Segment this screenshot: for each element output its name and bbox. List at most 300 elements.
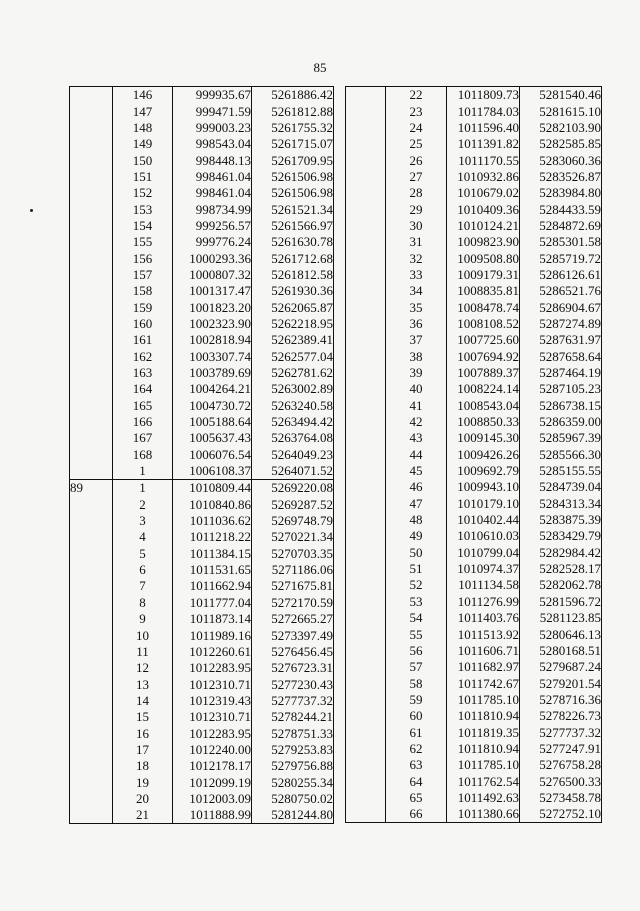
point-number-cell: 167 <box>132 430 153 446</box>
point-number-cell: 160 <box>132 315 153 331</box>
group-cell <box>70 201 113 217</box>
point-number-cell: 44 <box>409 446 423 462</box>
x-coordinate-cell: 1011682.97 <box>447 659 520 675</box>
point-number-cell: 154 <box>132 217 153 233</box>
y-coordinate-cell: 5272752.10 <box>520 806 602 823</box>
group-cell <box>346 626 386 642</box>
point-number-cell: 58 <box>409 675 423 691</box>
coordinate-table-left <box>69 86 334 824</box>
group-cell <box>346 724 386 740</box>
y-coordinate-cell: 5279756.88 <box>252 758 334 774</box>
table-row <box>346 626 602 642</box>
coordinate-table-left-body <box>70 87 334 824</box>
point-number-cell: 156 <box>132 250 153 266</box>
x-coordinate-cell: 1011403.76 <box>447 610 520 626</box>
x-coordinate-cell: 1011596.40 <box>447 120 520 136</box>
y-coordinate-cell: 5281244.80 <box>252 807 334 824</box>
x-coordinate-cell: 1002323.90 <box>173 316 252 332</box>
group-cell <box>70 332 113 348</box>
group-cell <box>70 578 113 594</box>
y-coordinate-cell: 5264071.52 <box>252 463 334 480</box>
point-number-cell: 22 <box>386 87 447 104</box>
x-coordinate-cell: 1011662.94 <box>173 578 252 594</box>
table-row <box>346 136 602 152</box>
x-coordinate-cell: 1011762.54 <box>447 773 520 789</box>
point-number-cell: 49 <box>409 528 423 544</box>
group-cell <box>70 136 113 152</box>
y-coordinate-cell: 5261630.78 <box>252 234 334 250</box>
group-cell <box>346 708 386 724</box>
x-coordinate-cell: 1012283.95 <box>173 660 252 676</box>
y-coordinate-cell: 5280750.02 <box>252 791 334 807</box>
point-number-cell: 159 <box>132 299 153 315</box>
y-coordinate-cell: 5282984.42 <box>520 545 602 561</box>
x-coordinate-cell: 1010409.36 <box>447 201 520 217</box>
page-number: 85 <box>313 60 327 75</box>
x-coordinate-cell: 1001317.47 <box>173 283 252 299</box>
point-number-cell: 66 <box>386 806 447 823</box>
x-coordinate-cell: 1011888.99 <box>173 807 252 824</box>
table-row <box>70 463 334 480</box>
point-number-cell: 42 <box>409 414 423 430</box>
group-cell <box>346 594 386 610</box>
group-cell <box>346 757 386 773</box>
table-row <box>70 169 334 185</box>
table-row <box>70 120 334 136</box>
table-row <box>346 201 602 217</box>
point-number-cell: 36 <box>409 315 423 331</box>
group-cell <box>70 742 113 758</box>
x-coordinate-cell: 1011276.99 <box>447 594 520 610</box>
table-row <box>346 169 602 185</box>
x-coordinate-cell: 1009943.10 <box>447 479 520 495</box>
point-number-cell: 33 <box>409 266 423 282</box>
x-coordinate-cell: 1011819.35 <box>447 724 520 740</box>
group-cell <box>346 283 386 299</box>
point-number-cell: 1 <box>113 480 173 497</box>
y-coordinate-cell: 5285566.30 <box>520 447 602 463</box>
y-coordinate-cell: 5283875.39 <box>520 512 602 528</box>
table-row <box>346 103 602 119</box>
point-number-cell: 51 <box>409 561 423 577</box>
point-number-cell: 155 <box>132 234 153 250</box>
x-coordinate-cell: 1012283.95 <box>173 725 252 741</box>
x-coordinate-cell: 1011384.15 <box>173 546 252 562</box>
point-number-cell: 25 <box>409 136 423 152</box>
x-coordinate-cell: 1008835.81 <box>447 283 520 299</box>
y-coordinate-cell: 5264049.23 <box>252 447 334 463</box>
y-coordinate-cell: 5276758.28 <box>520 757 602 773</box>
table-row <box>70 725 334 741</box>
point-number-cell: 162 <box>132 348 153 364</box>
group-cell <box>346 610 386 626</box>
group-cell <box>346 103 386 119</box>
x-coordinate-cell: 1005637.43 <box>173 430 252 446</box>
x-coordinate-cell: 1010124.21 <box>447 218 520 234</box>
group-cell <box>346 741 386 757</box>
y-coordinate-cell: 5285967.39 <box>520 430 602 446</box>
point-number-cell: 13 <box>136 676 149 692</box>
point-number-cell: 30 <box>409 217 423 233</box>
group-cell <box>70 447 113 463</box>
group-cell <box>70 120 113 136</box>
y-coordinate-cell: 5284872.69 <box>520 218 602 234</box>
x-coordinate-cell: 1011742.67 <box>447 675 520 691</box>
y-coordinate-cell: 5262218.95 <box>252 316 334 332</box>
group-cell <box>70 169 113 185</box>
table-row <box>70 349 334 365</box>
x-coordinate-cell: 998448.13 <box>173 152 252 168</box>
y-coordinate-cell: 5261712.68 <box>252 250 334 266</box>
point-number-cell: 43 <box>409 430 423 446</box>
x-coordinate-cell: 1004730.72 <box>173 398 252 414</box>
y-coordinate-cell: 5284739.04 <box>520 479 602 495</box>
point-number-cell: 168 <box>132 446 153 462</box>
point-number-cell: 6 <box>139 562 146 578</box>
point-number-cell: 59 <box>409 691 423 707</box>
y-coordinate-cell: 5282585.85 <box>520 136 602 152</box>
y-coordinate-cell: 5276500.33 <box>520 773 602 789</box>
point-number-cell: 11 <box>136 643 149 659</box>
y-coordinate-cell: 5261886.42 <box>252 87 334 104</box>
group-cell <box>346 430 386 446</box>
point-number-cell: 38 <box>409 348 423 364</box>
group-cell <box>346 479 386 495</box>
group-cell <box>70 758 113 774</box>
x-coordinate-cell: 998461.04 <box>173 169 252 185</box>
point-number-cell: 10 <box>136 627 149 643</box>
x-coordinate-cell: 1009692.79 <box>447 463 520 479</box>
table-row <box>70 201 334 217</box>
table-row <box>346 316 602 332</box>
y-coordinate-cell: 5273397.49 <box>252 627 334 643</box>
y-coordinate-cell: 5276456.45 <box>252 644 334 660</box>
table-row <box>70 791 334 807</box>
x-coordinate-cell: 1011784.03 <box>447 103 520 119</box>
y-coordinate-cell: 5263240.58 <box>252 398 334 414</box>
table-row <box>346 447 602 463</box>
x-coordinate-cell: 1010799.04 <box>447 545 520 561</box>
group-cell <box>346 447 386 463</box>
x-coordinate-cell: 1011785.10 <box>447 757 520 773</box>
x-coordinate-cell: 1011873.14 <box>173 611 252 627</box>
coordinate-table-right <box>345 86 602 823</box>
table-row <box>70 332 334 348</box>
point-number-cell: 37 <box>409 332 423 348</box>
y-coordinate-cell: 5277737.32 <box>252 693 334 709</box>
x-coordinate-cell: 1011989.16 <box>173 627 252 643</box>
x-coordinate-cell: 1010840.86 <box>173 497 252 513</box>
x-coordinate-cell: 1011777.04 <box>173 595 252 611</box>
table-row <box>70 234 334 250</box>
x-coordinate-cell: 1009426.26 <box>447 447 520 463</box>
point-number-cell: 39 <box>409 365 423 381</box>
y-coordinate-cell: 5261812.88 <box>252 103 334 119</box>
group-cell <box>346 675 386 691</box>
group-cell <box>70 611 113 627</box>
point-number-cell: 20 <box>136 790 149 806</box>
y-coordinate-cell: 5269287.52 <box>252 497 334 513</box>
table-row <box>346 463 602 479</box>
table-row <box>346 430 602 446</box>
point-number-cell: 53 <box>409 593 423 609</box>
table-row <box>70 774 334 790</box>
x-coordinate-cell: 1010610.03 <box>447 528 520 544</box>
y-coordinate-cell: 5282103.90 <box>520 120 602 136</box>
table-row <box>70 807 334 824</box>
point-number-cell: 164 <box>132 381 153 397</box>
x-coordinate-cell: 1009179.31 <box>447 267 520 283</box>
x-coordinate-cell: 999471.59 <box>173 103 252 119</box>
point-number-cell: 12 <box>136 660 149 676</box>
y-coordinate-cell: 5280255.34 <box>252 774 334 790</box>
group-cell <box>70 562 113 578</box>
group-cell <box>346 790 386 806</box>
point-number-cell: 50 <box>409 544 423 560</box>
x-coordinate-cell: 999776.24 <box>173 234 252 250</box>
table-row <box>346 594 602 610</box>
group-cell <box>70 234 113 250</box>
point-number-cell: 60 <box>409 708 423 724</box>
point-number-cell: 14 <box>136 692 149 708</box>
point-number-cell: 40 <box>409 381 423 397</box>
y-coordinate-cell: 5287631.97 <box>520 332 602 348</box>
point-number-cell: 26 <box>409 152 423 168</box>
x-coordinate-cell: 1000807.32 <box>173 267 252 283</box>
y-coordinate-cell: 5270221.34 <box>252 529 334 545</box>
y-coordinate-cell: 5277230.43 <box>252 676 334 692</box>
point-number-cell: 19 <box>136 774 149 790</box>
table-row <box>70 316 334 332</box>
table-row <box>70 267 334 283</box>
group-cell <box>346 512 386 528</box>
table-row <box>70 562 334 578</box>
group-cell <box>70 497 113 513</box>
table-row <box>346 610 602 626</box>
y-coordinate-cell: 5279201.54 <box>520 675 602 691</box>
table-row <box>70 152 334 168</box>
y-coordinate-cell: 5283060.36 <box>520 152 602 168</box>
x-coordinate-cell: 1010402.44 <box>447 512 520 528</box>
point-number-cell: 3 <box>139 513 146 529</box>
table-row <box>70 136 334 152</box>
table-row <box>70 644 334 660</box>
table-row <box>346 512 602 528</box>
x-coordinate-cell: 1009145.30 <box>447 430 520 446</box>
table-row <box>70 693 334 709</box>
table-row <box>70 660 334 676</box>
group-cell <box>346 496 386 512</box>
group-cell <box>346 120 386 136</box>
y-coordinate-cell: 5261709.95 <box>252 152 334 168</box>
table-row <box>346 577 602 593</box>
point-number-cell: 157 <box>132 266 153 282</box>
point-number-cell: 17 <box>136 741 149 757</box>
y-coordinate-cell: 5273458.78 <box>520 790 602 806</box>
table-row <box>70 611 334 627</box>
group-cell <box>70 185 113 201</box>
point-number-cell: 24 <box>409 119 423 135</box>
group-cell <box>346 577 386 593</box>
x-coordinate-cell: 999256.57 <box>173 218 252 234</box>
x-coordinate-cell: 1011492.63 <box>447 790 520 806</box>
table-row <box>346 675 602 691</box>
y-coordinate-cell: 5263002.89 <box>252 381 334 397</box>
y-coordinate-cell: 5262389.41 <box>252 332 334 348</box>
table-row <box>346 496 602 512</box>
y-coordinate-cell: 5286904.67 <box>520 299 602 315</box>
y-coordinate-cell: 5271186.06 <box>252 562 334 578</box>
point-number-cell: 52 <box>409 577 423 593</box>
x-coordinate-cell: 1011531.65 <box>173 562 252 578</box>
group-cell <box>70 283 113 299</box>
point-number-cell: 31 <box>409 234 423 250</box>
group-cell <box>346 316 386 332</box>
y-coordinate-cell: 5269748.79 <box>252 513 334 529</box>
table-row <box>346 234 602 250</box>
point-number-cell: 165 <box>132 397 153 413</box>
x-coordinate-cell: 998543.04 <box>173 136 252 152</box>
x-coordinate-cell: 1012310.71 <box>173 709 252 725</box>
point-number-cell: 9 <box>139 611 146 627</box>
table-row <box>70 595 334 611</box>
table-row <box>346 120 602 136</box>
y-coordinate-cell: 5279687.24 <box>520 659 602 675</box>
table-row <box>346 218 602 234</box>
group-cell <box>70 430 113 446</box>
x-coordinate-cell: 999003.23 <box>173 120 252 136</box>
y-coordinate-cell: 5286126.61 <box>520 267 602 283</box>
group-cell <box>346 87 386 104</box>
group-cell <box>346 169 386 185</box>
table-row <box>346 528 602 544</box>
table-row <box>346 708 602 724</box>
group-cell <box>70 807 113 824</box>
point-number-cell: 57 <box>409 659 423 675</box>
point-number-cell: 46 <box>409 479 423 495</box>
point-number-cell: 151 <box>132 168 153 184</box>
group-cell <box>346 234 386 250</box>
point-number-cell: 18 <box>136 758 149 774</box>
point-number-cell: 166 <box>132 414 153 430</box>
y-coordinate-cell: 5261506.98 <box>252 169 334 185</box>
x-coordinate-cell: 1011810.94 <box>447 741 520 757</box>
x-coordinate-cell: 1011170.55 <box>447 152 520 168</box>
x-coordinate-cell: 998734.99 <box>173 201 252 217</box>
group-cell <box>346 349 386 365</box>
point-number-cell: 147 <box>132 103 153 119</box>
x-coordinate-cell: 1009508.80 <box>447 250 520 266</box>
y-coordinate-cell: 5287274.89 <box>520 316 602 332</box>
group-cell <box>70 513 113 529</box>
y-coordinate-cell: 5285719.72 <box>520 250 602 266</box>
table-row <box>346 349 602 365</box>
y-coordinate-cell: 5286521.76 <box>520 283 602 299</box>
table-row <box>70 398 334 414</box>
x-coordinate-cell: 1007694.92 <box>447 349 520 365</box>
table-row <box>70 742 334 758</box>
point-number-cell: 152 <box>132 185 153 201</box>
group-cell <box>346 398 386 414</box>
y-coordinate-cell: 5283429.79 <box>520 528 602 544</box>
group-cell <box>70 398 113 414</box>
group-cell <box>70 546 113 562</box>
y-coordinate-cell: 5284433.59 <box>520 201 602 217</box>
x-coordinate-cell: 1012240.00 <box>173 742 252 758</box>
y-coordinate-cell: 5285155.55 <box>520 463 602 479</box>
table-row <box>346 267 602 283</box>
table-row <box>346 152 602 168</box>
table-row <box>70 283 334 299</box>
table-row <box>70 299 334 315</box>
table-row <box>70 627 334 643</box>
group-cell <box>70 693 113 709</box>
x-coordinate-cell: 1011606.71 <box>447 643 520 659</box>
table-row <box>70 447 334 463</box>
x-coordinate-cell: 1007725.60 <box>447 332 520 348</box>
point-number-cell: 163 <box>132 365 153 381</box>
x-coordinate-cell: 1006076.54 <box>173 447 252 463</box>
point-number-cell: 153 <box>132 201 153 217</box>
x-coordinate-cell: 1007889.37 <box>447 365 520 381</box>
x-coordinate-cell: 1008543.04 <box>447 398 520 414</box>
table-row <box>346 659 602 675</box>
point-number-cell: 35 <box>409 299 423 315</box>
x-coordinate-cell: 1010974.37 <box>447 561 520 577</box>
x-coordinate-cell: 1002818.94 <box>173 332 252 348</box>
table-row <box>70 185 334 201</box>
y-coordinate-cell: 5278716.36 <box>520 692 602 708</box>
table-row <box>346 724 602 740</box>
group-cell <box>70 103 113 119</box>
table-row <box>346 790 602 806</box>
point-number-cell: 161 <box>132 332 153 348</box>
point-number-cell: 56 <box>409 642 423 658</box>
y-coordinate-cell: 5272665.27 <box>252 611 334 627</box>
table-row <box>70 365 334 381</box>
group-cell <box>346 250 386 266</box>
point-number-cell: 1 <box>139 463 146 479</box>
x-coordinate-cell: 1008850.33 <box>447 414 520 430</box>
y-coordinate-cell: 5287105.23 <box>520 381 602 397</box>
y-coordinate-cell: 5261812.58 <box>252 267 334 283</box>
table-row <box>346 250 602 266</box>
table-row <box>346 806 602 823</box>
table-row <box>70 430 334 446</box>
group-cell <box>70 529 113 545</box>
table-row <box>346 643 602 659</box>
group-cell <box>70 595 113 611</box>
x-coordinate-cell: 1011218.22 <box>173 529 252 545</box>
point-number-cell: 55 <box>409 626 423 642</box>
point-number-cell: 45 <box>409 463 423 479</box>
x-coordinate-cell: 1012003.09 <box>173 791 252 807</box>
group-cell <box>70 316 113 332</box>
table-row <box>70 758 334 774</box>
x-coordinate-cell: 1006108.37 <box>173 463 252 480</box>
x-coordinate-cell: 1010809.44 <box>173 480 252 497</box>
table-row <box>70 709 334 725</box>
group-cell <box>70 267 113 283</box>
y-coordinate-cell: 5272170.59 <box>252 595 334 611</box>
group-cell <box>346 136 386 152</box>
group-cell <box>346 152 386 168</box>
y-coordinate-cell: 5269220.08 <box>252 480 334 497</box>
y-coordinate-cell: 5284313.34 <box>520 496 602 512</box>
x-coordinate-cell: 1012310.71 <box>173 676 252 692</box>
point-number-cell: 41 <box>409 397 423 413</box>
y-coordinate-cell: 5263764.08 <box>252 430 334 446</box>
